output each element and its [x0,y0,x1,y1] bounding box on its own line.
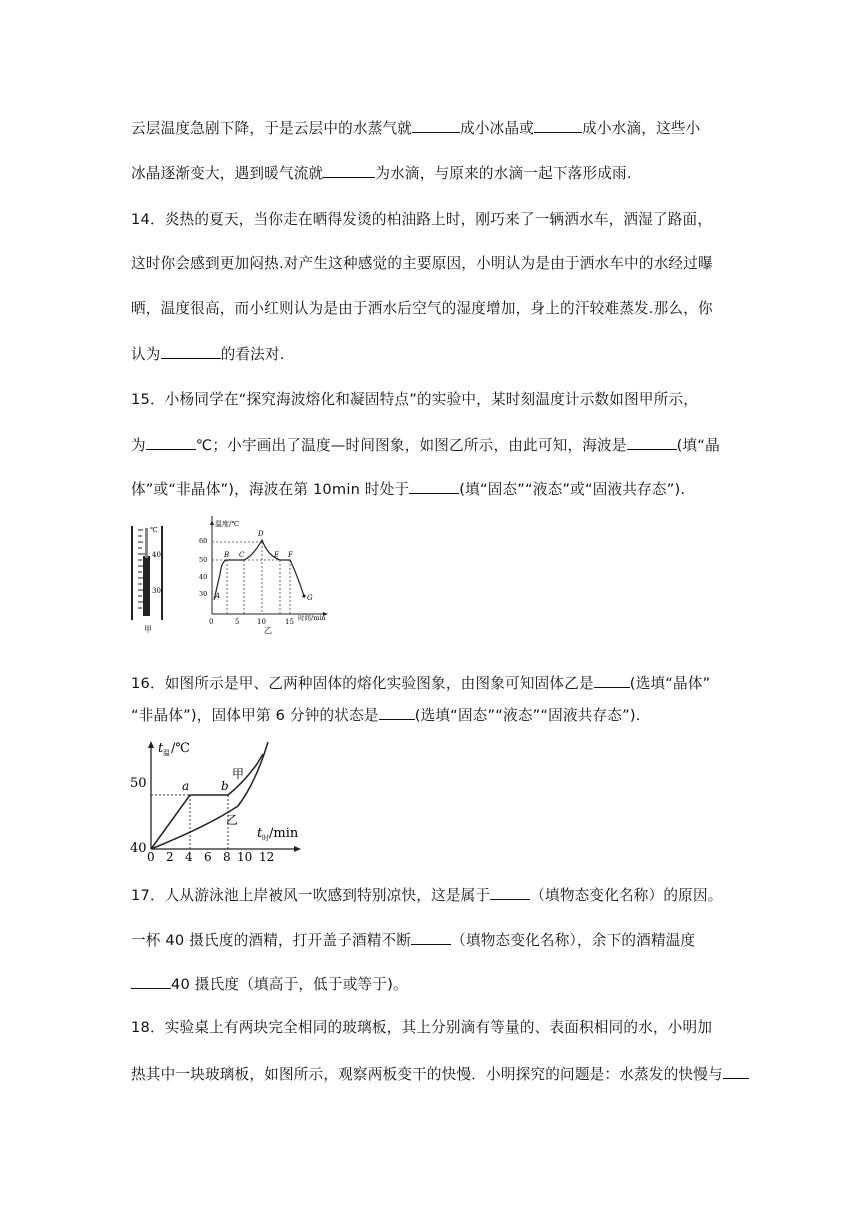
text-segment: (填“固态”“液态”或“固液共存态”). [459,481,686,498]
series-jia-label: 甲 [232,767,245,781]
text-line [131,434,732,456]
x-tick: 4 [185,850,193,864]
text-segment: 40 摄氏度（填高于，低于或等于)。 [171,976,408,993]
series-jia-curve [151,754,263,849]
temperature-time-graph [199,516,328,635]
text-line [131,162,732,184]
graph-x-tick: 10 [257,618,266,626]
x-axis-label-unit: /min [269,826,299,841]
text-line [131,478,732,500]
text-line [131,884,732,906]
text-segment: 热其中一块玻璃板，如图所示，观察两板变干的快慢．小明探究的问题是：水蒸发的快慢与 [131,1066,723,1083]
text-segment: 冰晶逐渐变大，遇到暖气流就 [131,165,324,182]
x-tick: 10 [237,850,253,864]
text-segment: 17．人从游泳池上岸被风一吹感到特别凉快，这是属于 [131,887,491,904]
text-line [131,1063,732,1085]
series-yi-label: 乙 [226,813,239,827]
text-segment: (填“晶 [676,437,720,454]
graph-x-tick: 0 [209,618,214,626]
text-line [131,299,732,319]
text-segment: 为水滴，与原来的水滴一起下落形成雨. [375,165,632,182]
answer-blank[interactable] [490,884,530,900]
text-segment: 16．如图所示是甲、乙两种固体的熔化实验图象，由图象可知固体乙是 [131,675,594,692]
text-line [131,672,732,694]
text-segment: 这时你会感到更加闷热.对产生这种感觉的主要原因，小明认为是由于洒水车中的水经过曝 [131,255,713,272]
answer-blank[interactable] [594,672,630,688]
x-tick: 8 [223,850,231,864]
text-segment: 晒，温度很高，而小红则认为是由于洒水后空气的湿度增加，身上的汗较难蒸发.那么，你 [131,300,713,317]
graph-x-axis-label: 时间/min [298,614,326,622]
text-segment: “非晶体”)，固体甲第 6 分钟的状态是 [131,707,379,724]
text-line [131,1018,732,1038]
answer-blank[interactable] [412,117,460,133]
figure-15-svg [128,516,336,636]
graph-caption: 乙 [264,626,272,635]
text-segment: 18．实验桌上有两块完全相同的玻璃板，其上分别滴有等量的、表面积相同的水，小明加 [131,1019,713,1036]
graph-y-tick: 50 [199,556,208,564]
point-a-label: a [182,779,190,793]
text-line [131,390,732,410]
graph-x-tick: 15 [285,618,294,626]
graph-y-tick: 30 [199,590,208,598]
thermometer-caption: 甲 [144,625,152,634]
text-segment: (选填“晶体” [629,675,711,692]
answer-blank[interactable] [627,434,677,450]
answer-blank[interactable] [411,929,451,945]
graph-y-tick: 60 [199,537,208,545]
thermometer-tick-label: 30 [152,587,161,595]
answer-blank[interactable] [409,478,459,494]
figure-16-svg [128,738,304,864]
text-segment: 认为 [131,346,161,363]
y-tick: 40 [130,841,147,856]
answer-blank[interactable] [323,162,375,178]
graph-x-tick: 5 [235,618,240,626]
text-segment: 一杯 40 摄氏度的酒精，打开盖子酒精不断 [131,932,412,949]
text-line [131,210,732,230]
x-axis-label-t: t [257,826,263,841]
point-b-label: b [221,779,229,793]
thermometer-tick-label: 40 [152,551,161,559]
text-line [131,704,732,726]
answer-blank[interactable] [534,117,582,133]
text-line [131,929,732,951]
y-axis-label-unit: /℃ [171,741,190,756]
text-segment: ℃；小宇画出了温度—时间图象，如图乙所示，由此可知，海波是 [195,437,627,454]
x-tick: 0 [147,850,155,864]
figure-15 [128,516,336,636]
answer-blank[interactable] [723,1063,749,1079]
x-tick: 12 [259,850,275,864]
point-label: G [307,594,313,602]
x-tick: 6 [204,850,212,864]
text-segment: 的看法对. [220,346,285,363]
answer-blank[interactable] [379,704,415,720]
text-line [131,117,732,139]
text-line [131,254,732,274]
y-axis-label-sub: 温 [163,749,170,757]
text-segment: （填物态变化名称）的原因。 [530,887,723,904]
text-segment: 成小冰晶或 [460,120,535,137]
point-label: D [258,530,264,538]
text-segment: 成小水滴，这些小 [582,120,701,137]
text-line [131,343,732,365]
point-label: A [215,592,221,600]
point-label: F [288,551,293,559]
answer-blank[interactable] [161,343,221,359]
text-segment: 14．炎热的夏天，当你走在晒得发烫的柏油路上时，刚巧来了一辆洒水车，洒湿了路面， [131,211,713,228]
text-segment: 15．小杨同学在“探究海波熔化和凝固特点”的实验中，某时刻温度计示数如图甲所示， [131,391,699,408]
thermometer-image [132,526,162,634]
point-label: C [239,551,245,559]
y-axis-label-t: t [158,741,164,756]
point-label: B [224,551,230,559]
answer-blank[interactable] [146,434,196,450]
graph-y-axis-label: 温度/℃ [215,520,240,528]
text-segment: (选填“固态”“液态”“固液共存态”). [414,707,641,724]
text-line [131,973,732,995]
y-tick: 50 [130,776,147,791]
text-segment: 为 [131,437,146,454]
answer-blank[interactable] [131,973,171,989]
graph-y-tick: 40 [199,573,208,581]
thermometer-unit: ℃ [150,526,158,534]
point-label: E [274,551,280,559]
text-segment: （填物态变化名称），余下的酒精温度 [451,932,696,949]
x-tick: 2 [166,850,174,864]
x-axis-label-sub: 时 [262,834,269,842]
text-segment: 云层温度急剧下降，于是云层中的水蒸气就 [131,120,413,137]
text-segment: 体”或“非晶体”)，海波在第 10min 时处于 [131,481,410,498]
figure-16 [128,738,304,864]
